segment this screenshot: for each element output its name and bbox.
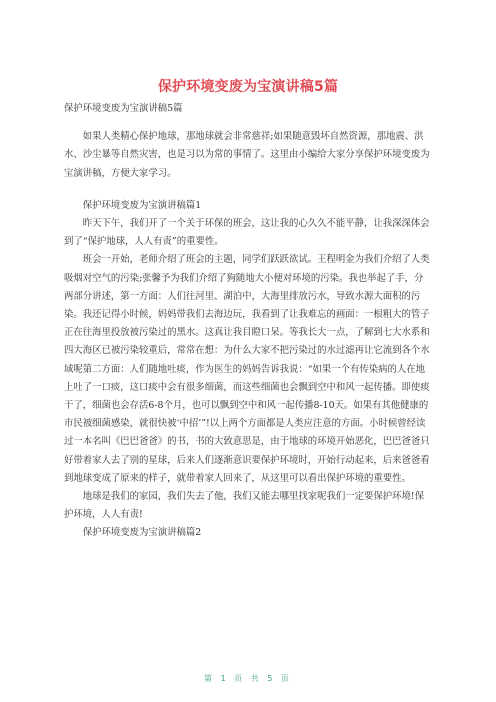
body-paragraph: 昨天下午，我们开了一个关于环保的班会，这让我的心久久不能平静，让我深深体会到了“保护地球，人人有责”的重要性。 xyxy=(64,218,430,248)
document-subtitle: 保护环境变废为宝演讲稿5篇 xyxy=(64,103,183,114)
body-paragraph: 班会一开始，老师介绍了班会的主题，同学们跃跃欲试。王程明金为我们介绍了人类吸烟对空气的污染;张馨予为我们介绍了狗随地大小便对环境的污染。我也举起了手，分两部分讲述，第一方面：人们往河里、湖泊中，大海里排放污水，导致水源大面积的污染。我还记得小时候，妈妈带我们去海边玩，我看到了让我难忘的画面：一根粗大的管子正在往海里投放被污染过的黑水。这真让我目瞪口呆。等我长大一点，了解到七大水系和四大海区已被污染较重后，常常在想：为什么大家不把污染过的水过滤再让它流到各个水域呢第二方面：人们随地吐痰，作为医生的妈妈告诉我说：“如果一个有传染病的人在地上吐了一口痰，这口痰中会有很多细菌，而这些细菌也会飘到空中和风一起传播。即使痰干了，细菌也会存活6-8个月，也可以飘到空中和风一起传播8-10天。如果有其他健康的市民被细菌感染，就很快被‘中招’”!以上两个方面都是人类应注意的方面。小时候曾经读过一本名叫《巴巴爸爸》的书，书的大致意思是，由于地球的环境开始恶化，巴巴爸爸只好带着家人去了别的星球，后来人们逐渐意识要保护环境时，开始行动起来，后来爸爸看到地球变成了原来的样子，就带着家人回来了，从这里可以看出保护环境的重要性。 xyxy=(64,254,430,484)
body-paragraph: 地球是我们的家园，我们失去了他，我们又能去哪里找家呢我们一定要保护环境!保护环境，人人有责! xyxy=(64,491,425,521)
section-heading-1: 保护环境变废为宝演讲稿篇1 xyxy=(82,199,202,211)
section-heading-2: 保护环境变废为宝演讲稿篇2 xyxy=(82,527,202,539)
document-title: 保护环境变废为宝演讲稿5篇 xyxy=(157,79,339,95)
intro-paragraph: 如果人类精心保护地球，那地球就会非常慈祥;如果随意毁坏自然资源，那地震、洪水、沙尘暴等自然灾害，也是习以为常的事情了。这里由小编给大家分享保护环境变废为宝演讲稿，方便大家学习。 xyxy=(64,131,430,179)
page-number-footer: 第 1 页 共 5 页 xyxy=(204,674,292,683)
document-body xyxy=(64,100,432,543)
